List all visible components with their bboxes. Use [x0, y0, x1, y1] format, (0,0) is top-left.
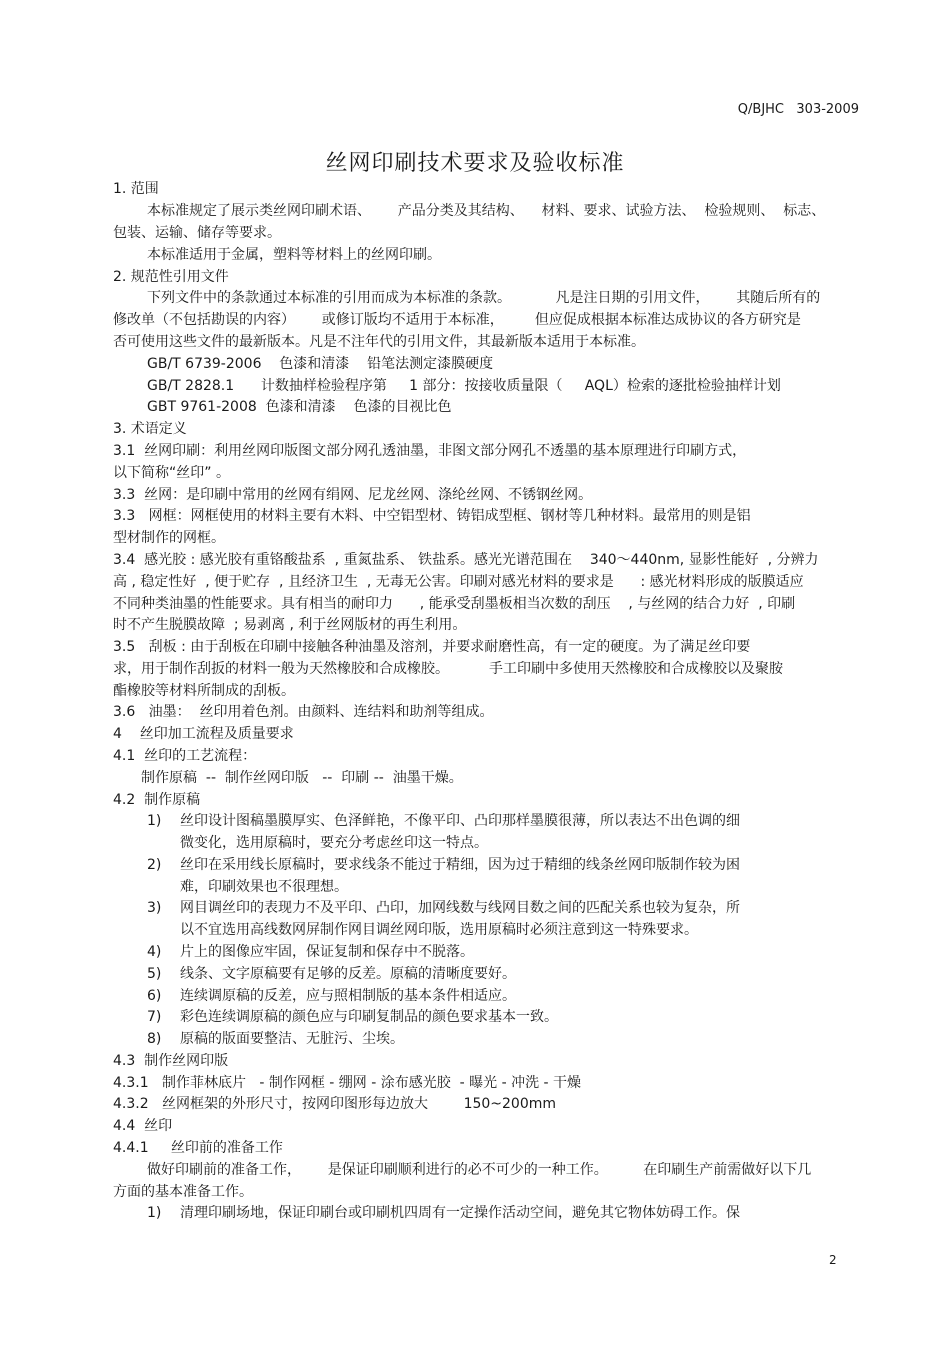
list-number: 1) [147, 1205, 162, 1221]
reference-item: GBT 9761-2008 色漆和清漆 色漆的目视比色 [147, 399, 452, 415]
paragraph-line: 3.3 丝网：是印刷中常用的丝网有绢网、尼龙丝网、涤纶丝网、不锈钢丝网。 [113, 487, 593, 503]
paragraph-line: 包装、运输、储存等要求。 [113, 225, 281, 241]
paragraph-line: 3.1 丝网印刷：利用丝网印版图文部分网孔透油墨，非图文部分网孔不透墨的基本原理进行印刷方式， [113, 443, 747, 459]
list-number: 4) [147, 944, 162, 960]
list-item: 丝印在采用线长原稿时，要求线条不能过于精细，因为过于精细的线条丝网印版制作较为困 [180, 857, 740, 873]
list-item: 片上的图像应牢固，保证复制和保存中不脱落。 [180, 944, 474, 960]
paragraph-line: 制作原稿 -- 制作丝网印版 -- 印刷 -- 油墨干燥。 [141, 770, 463, 786]
list-number: 1) [147, 813, 162, 829]
paragraph-line: 4.3.1 制作菲林底片 - 制作网框 - 绷网 - 涂布感光胶 - 曝光 - 冲洗 - 干燥 [113, 1075, 582, 1091]
paragraph-line: 时不产生脱膜故障 ; 易剥离 , 利于丝网版材的再生利用。 [113, 617, 467, 633]
list-number: 8) [147, 1031, 162, 1047]
paragraph-line: 本标准适用于金属，塑料等材料上的丝网印刷。 [147, 247, 441, 263]
paragraph-line: 4.3.2 丝网框架的外形尺寸，按网印图形每边放大 150~200mm [113, 1096, 557, 1112]
list-item: 彩色连续调原稿的颜色应与印刷复制品的颜色要求基本一致。 [180, 1009, 558, 1025]
paragraph-line: 4.4 丝印 [113, 1118, 173, 1134]
list-item: 难，印刷效果也不很理想。 [180, 879, 348, 895]
paragraph-line: 修改单（不包括勘误的内容） 或修订版均不适用于本标准， 但应促成根据本标准达成协议的各方研究是 [113, 312, 801, 328]
paragraph-line: 酯橡胶等材料所制成的刮板。 [113, 683, 295, 699]
paragraph-line: 3.4 感光胶 : 感光胶有重铬酸盐系 , 重氮盐系、 铁盐系。感光光谱范围在 340～440nm, 显影性能好 , 分辨力 [113, 552, 819, 568]
section-4-heading: 4 丝印加工流程及质量要求 [113, 726, 294, 742]
paragraph-line: 4.1 丝印的工艺流程： [113, 748, 257, 764]
paragraph-line: 不同种类油墨的性能要求。具有相当的耐印力 , 能承受刮墨板相当次数的刮压 , 与丝网的结合力好 , 印刷 [113, 596, 796, 612]
section-1-heading: 1. 范围 [113, 181, 159, 197]
paragraph-line: 高 , 稳定性好 , 便于贮存 , 且经济卫生 , 无毒无公害。印刷对感光材料的要求是 : 感光材料形成的版膜适应 [113, 574, 804, 590]
list-number: 5) [147, 966, 162, 982]
list-number: 6) [147, 988, 162, 1004]
list-item: 丝印设计图稿墨膜厚实、色泽鲜艳，不像平印、凸印那样墨膜很薄，所以表达不出色调的细 [180, 813, 740, 829]
paragraph-line: 以下简称“丝印” 。 [113, 465, 230, 481]
list-number: 7) [147, 1009, 162, 1025]
paragraph-line: 下列文件中的条款通过本标准的引用而成为本标准的条款。 凡是注日期的引用文件， 其随后所有的 [147, 290, 821, 306]
list-number: 3) [147, 900, 162, 916]
paragraph-line: 4.3 制作丝网印版 [113, 1053, 229, 1069]
reference-item: GB/T 6739-2006 色漆和清漆 铅笔法测定漆膜硬度 [147, 356, 494, 372]
paragraph-line: 3.6 油墨： 丝印用着色剂。由颜料、连结料和助剂等组成。 [113, 704, 494, 720]
list-item: 原稿的版面要整洁、无脏污、尘埃。 [180, 1031, 404, 1047]
list-item: 以不宜选用高线数网屏制作网目调丝网印版，选用原稿时必须注意到这一特殊要求。 [180, 922, 698, 938]
reference-item: GB/T 2828.1 计数抽样检验程序第 1 部分：按接收质量限（ AQL）检索的逐批检验抽样计划 [147, 378, 781, 394]
list-item: 微变化，选用原稿时，要充分考虑丝印这一特点。 [180, 835, 488, 851]
list-item: 清理印刷场地，保证印刷台或印刷机四周有一定操作活动空间，避免其它物体妨碍工作。保 [180, 1205, 740, 1221]
list-item: 连续调原稿的反差，应与照相制版的基本条件相适应。 [180, 988, 516, 1004]
paragraph-line: 3.3 网框：网框使用的材料主要有木料、中空铝型材、铸铝成型框、钢材等几种材料。最常用的则是铝 [113, 508, 751, 524]
page-number: 2 [829, 1253, 837, 1267]
paragraph-line: 4.4.1 丝印前的准备工作 [113, 1140, 283, 1156]
document-title: 丝网印刷技术要求及验收标准 [325, 151, 625, 176]
list-item: 线条、文字原稿要有足够的反差。原稿的清晰度要好。 [180, 966, 516, 982]
paragraph-line: 3.5 刮板 : 由于刮板在印刷中接触各种油墨及溶剂，并要求耐磨性高，有一定的硬度。为了满足丝印要 [113, 639, 751, 655]
list-number: 2) [147, 857, 162, 873]
paragraph-line: 求，用于制作刮扳的材料一般为天然橡胶和合成橡胶。 手工印刷中多使用天然橡胶和合成橡胶以及聚胺 [113, 661, 784, 677]
paragraph-line: 方面的基本准备工作。 [113, 1184, 253, 1200]
paragraph-line: 型材制作的网框。 [113, 530, 225, 546]
paragraph-line: 4.2 制作原稿 [113, 792, 201, 808]
paragraph-line: 否可使用这些文件的最新版本。凡是不注年代的引用文件，其最新版本适用于本标准。 [113, 334, 645, 350]
document-code: Q/BJHC 303-2009 [737, 102, 859, 117]
section-3-heading: 3. 术语定义 [113, 421, 187, 437]
section-2-heading: 2. 规范性引用文件 [113, 269, 229, 285]
list-item: 网目调丝印的表现力不及平印、凸印，加网线数与线网目数之间的匹配关系也较为复杂，所 [180, 900, 740, 916]
paragraph-line: 做好印刷前的准备工作， 是保证印刷顺利进行的必不可少的一种工作。 在印刷生产前需做好以下几 [147, 1162, 812, 1178]
paragraph-line: 本标准规定了展示类丝网印刷术语、 产品分类及其结构、 材料、要求、试验方法、 检验规则、 标志、 [147, 203, 826, 219]
